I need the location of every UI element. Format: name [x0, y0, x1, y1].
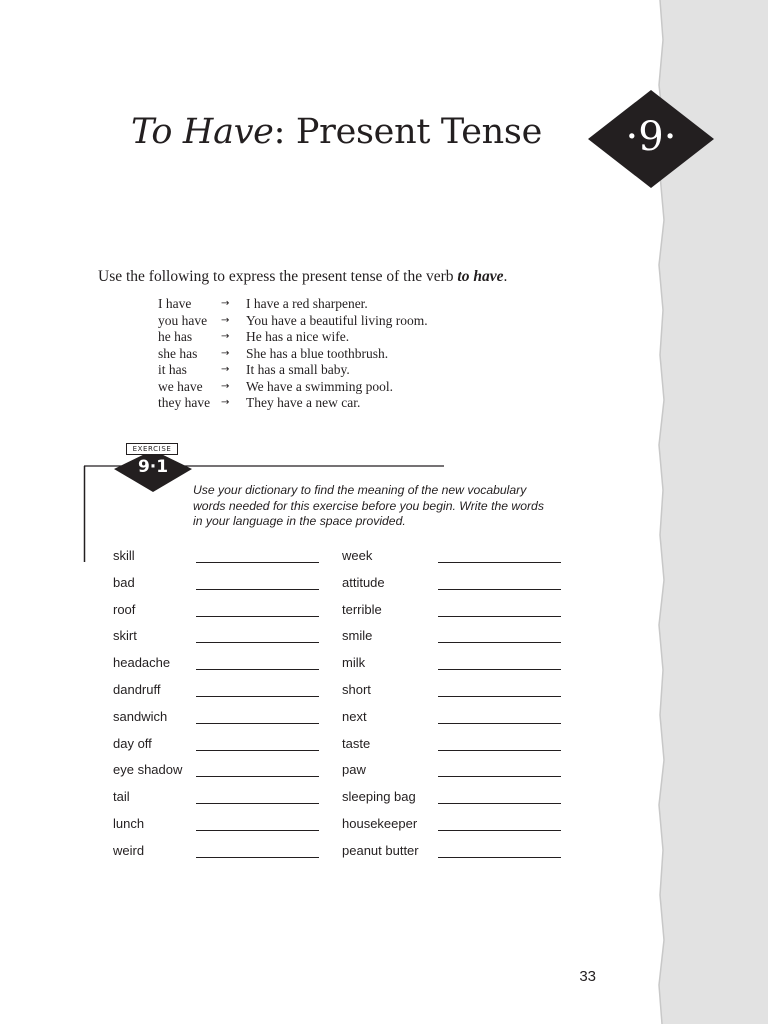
answer-blank[interactable]: [196, 803, 319, 804]
conjugation-pronoun: he has: [158, 329, 193, 344]
right-arrow-icon: →: [221, 364, 230, 375]
chapter-title-italic: To Have: [131, 112, 274, 152]
vocabulary-word: peanut butter: [342, 842, 419, 858]
chapter-number: ·9·: [625, 114, 677, 160]
conjugation-pronoun: we have: [158, 378, 203, 394]
answer-blank[interactable]: [438, 857, 561, 858]
vocabulary-word: terrible: [342, 601, 382, 617]
answer-blank[interactable]: [196, 696, 319, 697]
answer-blank[interactable]: [196, 776, 319, 777]
vocabulary-word: sandwich: [113, 708, 168, 724]
conjugation-pronoun: you have: [158, 312, 208, 328]
conjugation-example: It has a small baby.: [246, 362, 350, 377]
answer-blank[interactable]: [438, 616, 561, 617]
intro-verb: to have: [457, 268, 504, 285]
exercise-number: 9·1: [137, 457, 169, 477]
intro-lead: Use the following to express the present tense of the verb: [98, 268, 458, 285]
vocabulary-word: housekeeper: [342, 815, 418, 831]
vocabulary-word: dandruff: [113, 681, 161, 697]
answer-blank[interactable]: [438, 696, 561, 697]
vocabulary-word: day off: [113, 735, 152, 751]
vocabulary-word: weird: [113, 842, 145, 858]
answer-blank[interactable]: [438, 589, 561, 590]
vocabulary-word: attitude: [342, 574, 385, 590]
vocabulary-word: smile: [342, 628, 373, 644]
right-arrow-icon: →: [221, 314, 230, 326]
conjugation-pronoun: she has: [158, 345, 198, 361]
conjugation-example: They have a new car.: [246, 395, 361, 410]
right-arrow-icon: →: [221, 380, 230, 392]
conjugation-pronoun: I have: [158, 296, 192, 311]
answer-blank[interactable]: [438, 776, 561, 777]
right-arrow-icon: →: [221, 331, 230, 342]
answer-blank[interactable]: [196, 723, 319, 724]
right-arrow-icon: →: [221, 397, 230, 408]
answer-blank[interactable]: [438, 830, 561, 831]
vocabulary-word: headache: [113, 655, 171, 671]
answer-blank[interactable]: [196, 562, 319, 563]
vocabulary-word: lunch: [113, 815, 145, 831]
answer-blank[interactable]: [438, 642, 561, 643]
answer-blank[interactable]: [196, 669, 319, 670]
exercise-label: EXERCISE: [126, 443, 178, 455]
vocabulary-word: paw: [342, 762, 366, 778]
right-arrow-icon: →: [221, 298, 230, 309]
vocabulary-word: week: [342, 548, 373, 563]
exercise-instructions: Use your dictionary to find the meaning of the new vocabulary words needed for this exercise before you begin. Write the words in your language in the space provided.: [193, 483, 544, 528]
answer-blank[interactable]: [438, 669, 561, 670]
answer-blank[interactable]: [438, 723, 561, 724]
page-number: 33: [579, 968, 596, 985]
answer-blank[interactable]: [196, 750, 319, 751]
vocabulary-word: bad: [113, 574, 135, 590]
answer-blank[interactable]: [438, 750, 561, 751]
intro-end: .: [503, 268, 508, 285]
answer-blank[interactable]: [196, 616, 319, 617]
vocabulary-word: next: [342, 708, 367, 724]
vocabulary-word: sleeping bag: [342, 789, 416, 805]
vocabulary-word: taste: [342, 735, 371, 751]
vocabulary-word: eye shadow: [113, 762, 183, 778]
vocabulary-word: short: [342, 681, 371, 697]
right-arrow-icon: →: [221, 347, 230, 359]
conjugation-example: He has a nice wife.: [246, 329, 350, 344]
conjugation-pronoun: they have: [158, 395, 211, 410]
answer-blank[interactable]: [196, 830, 319, 831]
conjugation-example: She has a blue toothbrush.: [246, 345, 389, 361]
answer-blank[interactable]: [438, 562, 561, 563]
chapter-title-rest: : Present Tense: [273, 112, 542, 152]
vocabulary-word: skirt: [113, 628, 137, 644]
vocabulary-word: skill: [113, 548, 135, 563]
conjugation-pronoun: it has: [158, 362, 187, 377]
answer-blank[interactable]: [196, 589, 319, 590]
conjugation-example: You have a beautiful living room.: [246, 312, 428, 328]
answer-blank[interactable]: [438, 803, 561, 804]
vocabulary-word: tail: [113, 789, 130, 805]
answer-blank[interactable]: [196, 642, 319, 643]
vocabulary-word: milk: [342, 655, 366, 671]
conjugation-example: I have a red sharpener.: [246, 296, 368, 311]
answer-blank[interactable]: [196, 857, 319, 858]
vocabulary-word: roof: [113, 601, 136, 617]
conjugation-example: We have a swimming pool.: [246, 378, 394, 394]
